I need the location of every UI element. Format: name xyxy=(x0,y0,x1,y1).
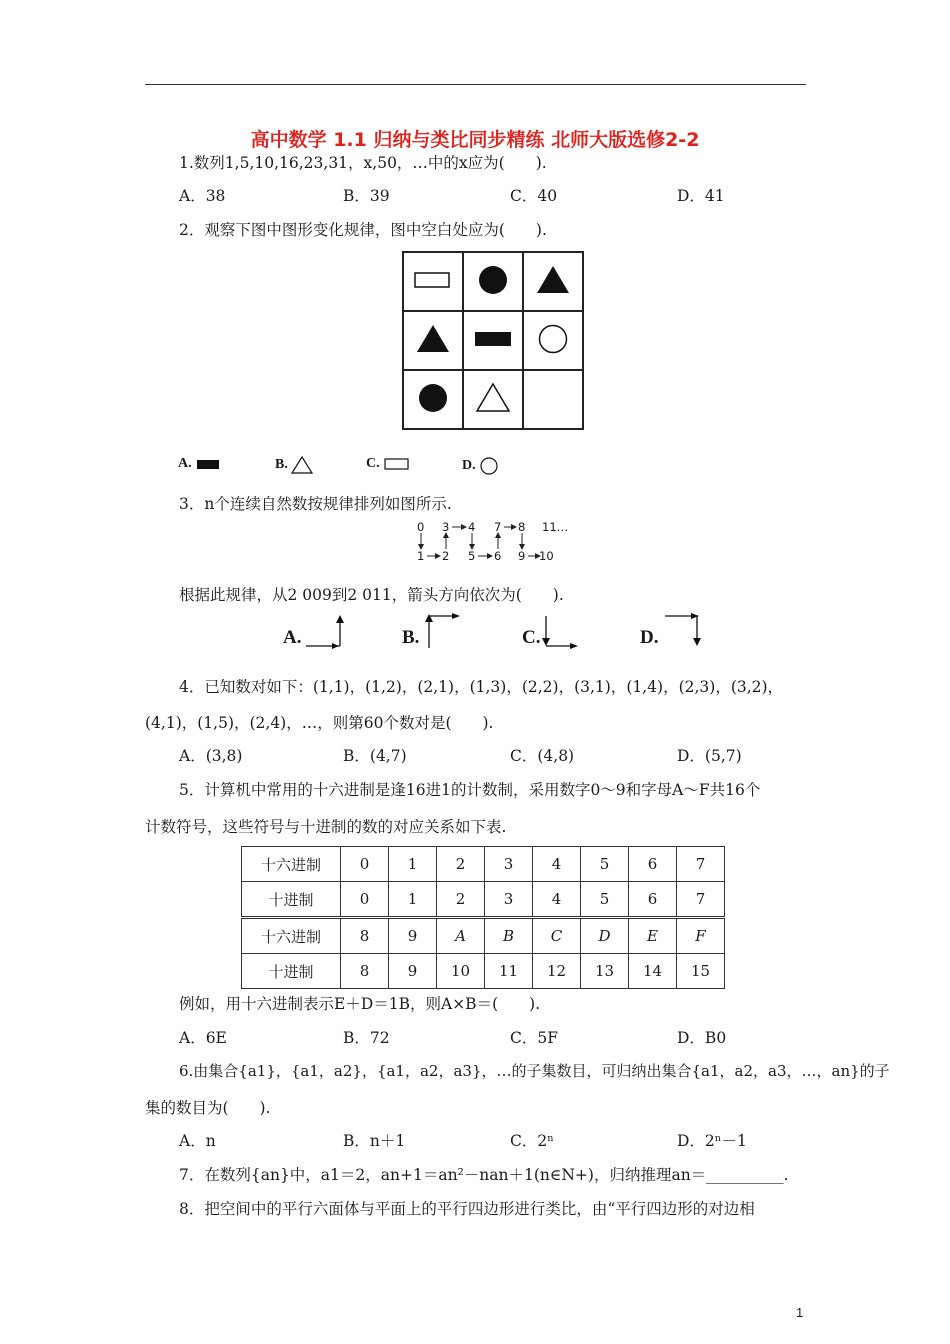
q8-stem: 8．把空间中的平行六面体与平面上的平行四边形进行类比，由“平行四边形的对边相 xyxy=(179,1200,755,1218)
table-cell: 13 xyxy=(581,954,629,989)
q4-option-b: B．(4,7) xyxy=(343,747,407,765)
fig-top-3: 3 xyxy=(442,520,450,534)
grid-cell-rectangle-outline xyxy=(403,252,463,311)
q3-rule: 根据此规律，从2 009到2 011，箭头方向依次为( ). xyxy=(179,586,564,604)
q7-stem: 7．在数列{an}中，a1＝2，an+1＝an²－nan＋1(n∈N+)，归纳推理an＝__________. xyxy=(179,1166,789,1184)
arrow-right-down-icon xyxy=(663,612,703,650)
table-cell: 5 xyxy=(581,882,629,918)
table-cell: 2 xyxy=(437,882,485,918)
q4-option-a: A．(3,8) xyxy=(179,747,243,765)
table-cell: 11 xyxy=(485,954,533,989)
q5-option-d: D．B0 xyxy=(677,1029,727,1047)
fig-bottom-9: 9 xyxy=(518,549,526,563)
q1-option-d: D．41 xyxy=(677,187,725,205)
table-cell: 十六进制 xyxy=(242,918,341,954)
page-number: 1 xyxy=(796,1305,804,1320)
q4-stem-line1: 4．已知数对如下：(1,1)，(1,2)，(2,1)，(1,3)，(2,2)，(3,1)，(1,4)，(2,3)，(3,2)， xyxy=(179,678,784,696)
table-cell: 14 xyxy=(629,954,677,989)
table-cell: 7 xyxy=(677,882,725,918)
table-cell: 2 xyxy=(437,847,485,882)
table-cell: C xyxy=(533,918,581,954)
header-rule xyxy=(145,84,806,85)
table-row xyxy=(242,954,725,989)
grid-cell-circle-filled xyxy=(403,370,463,429)
table-cell: 15 xyxy=(677,954,725,989)
q4-option-d: D．(5,7) xyxy=(677,747,742,765)
q5-option-a: A．6E xyxy=(179,1029,227,1047)
q2-option-b xyxy=(275,456,313,474)
grid-cell-circle-outline xyxy=(523,311,583,370)
table-row xyxy=(242,882,725,918)
fig-bottom-2: 2 xyxy=(442,549,450,563)
q3-option-c-label: C. xyxy=(522,627,541,648)
table-cell: 十六进制 xyxy=(242,847,341,882)
grid-cell-triangle-outline xyxy=(463,370,523,429)
page-title: 高中数学 1.1 归纳与类比同步精练 北师大版选修2-2 xyxy=(250,129,700,151)
circle-outline-icon xyxy=(479,456,499,476)
grid-cell-rectangle-filled xyxy=(463,311,523,370)
table-cell: 10 xyxy=(437,954,485,989)
rectangle-outline-icon xyxy=(383,457,411,471)
table-cell: A xyxy=(437,918,485,954)
arrow-down-right-icon xyxy=(542,612,582,650)
table-cell: 6 xyxy=(629,882,677,918)
q6-option-b: B．n＋1 xyxy=(343,1132,406,1150)
q2-option-d xyxy=(462,456,499,476)
q6-option-a: A．n xyxy=(179,1132,216,1150)
q6-option-d: D．2ⁿ－1 xyxy=(677,1132,747,1150)
q2-option-b-label: B. xyxy=(275,457,288,473)
q2-stem: 2．观察下图中图形变化规律，图中空白处应为( ). xyxy=(179,221,547,239)
table-cell: 12 xyxy=(533,954,581,989)
table-cell: 0 xyxy=(341,847,389,882)
fig-bottom-10: 10 xyxy=(539,549,554,563)
q2-option-a xyxy=(178,456,221,472)
fig-top-8: 8 xyxy=(518,520,526,534)
q5-stem-line1: 5．计算机中常用的十六进制是逢16进1的计数制，采用数字0～9和字母A～F共16个 xyxy=(179,781,761,799)
fig-bottom-1: 1 xyxy=(417,549,425,563)
table-cell: 9 xyxy=(389,954,437,989)
table-cell: 3 xyxy=(485,847,533,882)
q4-option-c: C．(4,8) xyxy=(510,747,575,765)
q3-option-d-label: D. xyxy=(640,627,659,648)
grid-cell-triangle-filled xyxy=(403,311,463,370)
q1-stem: 1.数列1,5,10,16,23,31，x,50，…中的x应为( ). xyxy=(179,154,547,172)
fig-bottom-6: 6 xyxy=(494,549,502,563)
table-cell: B xyxy=(485,918,533,954)
table-cell: 3 xyxy=(485,882,533,918)
q5-example: 例如，用十六进制表示E＋D＝1B，则A×B＝( ). xyxy=(179,995,541,1013)
table-cell: 7 xyxy=(677,847,725,882)
q3-option-b-label: B. xyxy=(402,627,420,648)
fig-top-4: 4 xyxy=(468,520,476,534)
table-cell: 8 xyxy=(341,918,389,954)
q5-option-c: C．5F xyxy=(510,1029,558,1047)
arrow-right-up-icon xyxy=(304,614,350,650)
triangle-outline-icon xyxy=(291,456,313,474)
table-cell: 十进制 xyxy=(242,882,341,918)
q1-option-b: B．39 xyxy=(343,187,390,205)
table-cell: F xyxy=(677,918,725,954)
q4-stem-line2: (4,1)，(1,5)，(2,4)，…，则第60个数对是( ). xyxy=(145,714,494,732)
table-cell: 9 xyxy=(389,918,437,954)
table-row xyxy=(242,918,725,954)
fig-top-7: 7 xyxy=(494,520,502,534)
shape-grid xyxy=(402,251,584,430)
table-cell: 4 xyxy=(533,882,581,918)
table-cell: 十进制 xyxy=(242,954,341,989)
q5-stem-line2: 计数符号，这些符号与十进制的数的对应关系如下表. xyxy=(145,818,507,836)
table-cell: 5 xyxy=(581,847,629,882)
table-cell: 0 xyxy=(341,882,389,918)
q5-option-b: B．72 xyxy=(343,1029,390,1047)
rectangle-filled-icon xyxy=(195,457,221,471)
table-cell: 4 xyxy=(533,847,581,882)
grid-cell-triangle-filled xyxy=(523,252,583,311)
q6-stem-line2: 集的数目为( ). xyxy=(145,1099,271,1117)
table-cell: 6 xyxy=(629,847,677,882)
q6-stem-line1: 6.由集合{a1}，{a1，a2}，{a1，a2，a3}，…的子集数目，可归纳出集合{a1，a2，a3，…，an}的子 xyxy=(179,1062,890,1080)
table-cell: E xyxy=(629,918,677,954)
grid-cell-blank xyxy=(523,370,583,429)
q2-option-a-label: A. xyxy=(178,456,192,471)
fig-top-0: 0 xyxy=(417,520,425,534)
q1-option-c: C．40 xyxy=(510,187,558,205)
q3-option-a-label: A. xyxy=(283,627,302,648)
q2-option-d-label: D. xyxy=(462,458,476,474)
table-row xyxy=(242,847,725,882)
table-cell: D xyxy=(581,918,629,954)
table-cell: 8 xyxy=(341,954,389,989)
fig-bottom-5: 5 xyxy=(468,549,476,563)
grid-cell-circle-filled xyxy=(463,252,523,311)
q6-option-c: C．2ⁿ xyxy=(510,1132,554,1150)
q1-option-a: A．38 xyxy=(179,187,226,205)
q2-option-c xyxy=(366,456,411,472)
fig-top-11: 11… xyxy=(542,520,569,534)
arrow-up-right-icon xyxy=(424,612,464,650)
hex-decimal-table xyxy=(241,846,725,989)
table-cell: 1 xyxy=(389,847,437,882)
q2-option-c-label: C. xyxy=(366,456,380,471)
q3-stem: 3．n个连续自然数按规律排列如图所示. xyxy=(179,495,452,513)
table-cell: 1 xyxy=(389,882,437,918)
